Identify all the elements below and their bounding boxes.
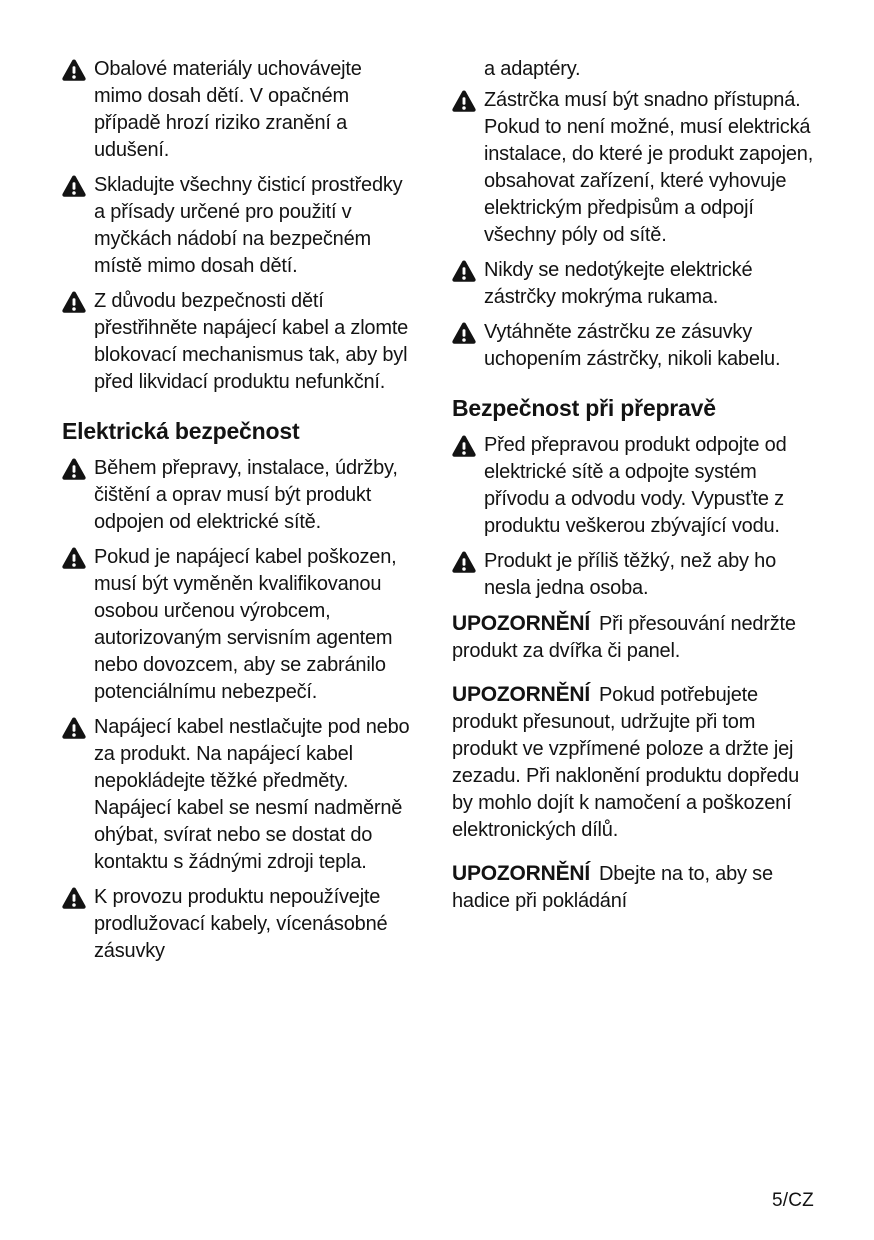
warning-text: Vytáhněte zástrčku ze zásuvky uchopením zástrčky, nikoli kabelu. <box>484 321 781 370</box>
caution-text: Pokud potřebujete produkt přesunout, udržujte při tom produkt ve vzpřímené poloze a držte jej zezadu. Při naklonění produktu dopředu by mohlo dojít k namočení a poškození elektronických dílů. <box>452 684 800 841</box>
warning-text: Během přepravy, instalace, údržby, čištění a oprav musí být produkt odpojen od elektrické sítě. <box>94 457 398 533</box>
warning-item <box>62 884 414 965</box>
section-heading-electrical-safety: Elektrická bezpečnost <box>62 418 300 444</box>
warning-triangle-icon <box>452 319 484 349</box>
warning-item <box>452 257 824 311</box>
warning-item <box>62 544 414 706</box>
caution-label: UPOZORNĚNÍ <box>452 862 591 885</box>
caution-paragraph <box>452 681 824 844</box>
caution-paragraph <box>452 860 824 915</box>
warning-triangle-icon <box>62 455 94 485</box>
warning-text: Nikdy se nedotýkejte elektrické zástrčky mokrýma rukama. <box>484 259 753 308</box>
warning-text: Produkt je příliš těžký, než aby ho nesla jedna osoba. <box>484 550 777 599</box>
section-heading-transport-safety: Bezpečnost při přepravě <box>452 395 716 421</box>
warning-item <box>452 87 824 249</box>
warning-triangle-icon <box>452 548 484 578</box>
warning-item <box>452 548 824 602</box>
warning-item <box>452 432 824 540</box>
warning-text: Napájecí kabel nestlačujte pod nebo za produkt. Na napájecí kabel nepokládejte těžké předměty. Napájecí kabel se nesmí nadměrně ohýbat, svírat nebo se dostat do kontaktu s žádnými zdroji tepla. <box>94 716 410 873</box>
warning-text: Pokud je napájecí kabel poškozen, musí být vyměněn kvalifikovanou osobou určenou výrobcem, autorizovaným servisním agentem nebo dovozcem, aby se zabránilo potenciálnímu nebezpečí. <box>94 546 397 703</box>
caution-text: Při přesouvání nedržte produkt za dvířka či panel. <box>452 613 796 662</box>
warning-triangle-icon <box>62 714 94 744</box>
warning-text: Před přepravou produkt odpojte od elektrické sítě a odpojte systém přívodu a odvodu vody. Vypusťte z produktu veškerou zbývající vodu. <box>484 434 787 537</box>
warning-triangle-icon <box>62 544 94 574</box>
warning-item <box>62 56 414 164</box>
warning-triangle-icon <box>62 56 94 86</box>
caution-text: Dbejte na to, aby se hadice při pokládání <box>452 863 773 912</box>
warning-text: Skladujte všechny čisticí prostředky a přísady určené pro použití v myčkách nádobí na bezpečném místě mimo dosah dětí. <box>94 174 403 277</box>
warning-item <box>452 319 824 373</box>
warning-item <box>62 288 414 396</box>
caution-label: UPOZORNĚNÍ <box>452 612 591 635</box>
right-column <box>452 56 824 931</box>
warning-text: Obalové materiály uchovávejte mimo dosah dětí. V opačném případě hrozí riziko zranění a udušení. <box>94 58 362 161</box>
caution-label: UPOZORNĚNÍ <box>452 683 591 706</box>
page-number: 5/CZ <box>772 1190 814 1211</box>
warning-text: Z důvodu bezpečnosti dětí přestřihněte napájecí kabel a zlomte blokovací mechanismus tak, aby byl před likvidací produktu nefunkční. <box>94 290 409 393</box>
caution-paragraph <box>452 610 824 665</box>
warning-triangle-icon <box>62 288 94 318</box>
warning-triangle-icon <box>452 432 484 462</box>
warning-item <box>62 172 414 280</box>
left-column <box>62 56 414 973</box>
warning-item <box>62 714 414 876</box>
warning-triangle-icon <box>62 172 94 202</box>
warning-triangle-icon <box>452 87 484 117</box>
warning-item <box>62 455 414 536</box>
continuation-text: a adaptéry. <box>484 58 581 80</box>
warning-triangle-icon <box>62 884 94 914</box>
warning-text: K provozu produktu nepoužívejte prodlužovací kabely, vícenásobné zásuvky <box>94 886 388 962</box>
warning-text: Zástrčka musí být snadno přístupná. Pokud to není možné, musí elektrická instalace, do které je produkt zapojen, obsahovat zařízení, které vyhovuje elektrickým předpisům a odpojí všechny póly od sítě. <box>484 89 814 246</box>
warning-triangle-icon <box>452 257 484 287</box>
